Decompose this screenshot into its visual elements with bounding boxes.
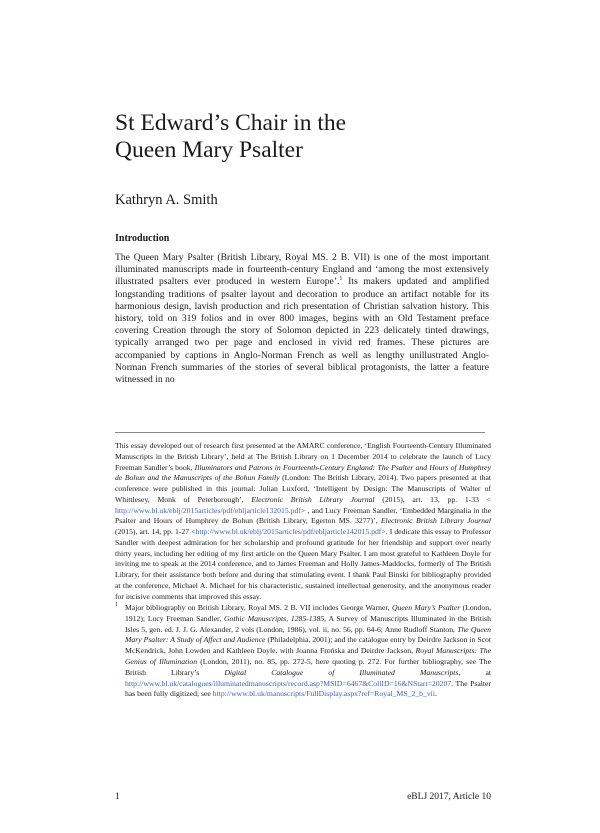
fn-book-title: Royal Manuscripts: The Genius of Illumination xyxy=(125,646,491,666)
article-title xyxy=(115,110,495,164)
note-book-title: Illuminators and Patrons in Fourteenth-Century England: The Psalter and Hours of Humphrey de Bohun and the Manuscripts of the Bohun Family xyxy=(115,462,491,483)
body-text-part-b: Its makers updated and amplified longstanding traditions of psalter layout and decoration to produce an artifact notable for its harmonious design, lavish production and rich presentation of Christian salvation history. This history, told on 319 folios and in over 800 images, begins with an Old Testament preface covering Creation through the story of Solomon depicted in 223 delicately tinted drawings, typically arranged two per page and enclosed in vivid red frames. These pictures are accompanied by captions in Anglo-Norman French as well as lengthy unillustrated Anglo-Norman French summaries of the stories of several biblical protagonists, the latter a feature witnessed in no xyxy=(115,276,489,386)
note-journal-title: Electronic British Library Journal xyxy=(380,516,491,526)
fn-catalogue-title: Digital Catalogue of Illuminated Manuscripts xyxy=(224,667,459,677)
footnote-reference[interactable]: 1 xyxy=(339,276,343,283)
footnote-1 xyxy=(115,603,491,700)
fn-book-title: Gothic Manuscripts, 1285-1385 xyxy=(224,613,325,623)
fn-book-title: The Queen Mary Psalter: A Study of Affect and Audience xyxy=(125,624,491,645)
page-number: 1 xyxy=(115,792,120,802)
fn-text: . xyxy=(434,689,437,699)
fn-book-title: Queen Mary’s Psalter xyxy=(391,603,461,612)
note-text: (2015), art. 13, pp. 1-33 < xyxy=(374,494,491,504)
fn-text: (London, 1912); Lucy Freeman Sandler, xyxy=(125,603,491,623)
author-name: Kathryn A. Smith xyxy=(115,192,218,208)
body-text-part-a: The Queen Mary Psalter (British Library, Royal MS. 2 B. VII) is one of the most important illuminated manuscripts made in fourteenth-century England and ‘among the most extensively illustrated psalters ever produced in western Europe’. xyxy=(115,252,489,288)
section-heading: Introduction xyxy=(115,233,170,244)
footnote-divider xyxy=(115,432,485,433)
acknowledgement-note xyxy=(115,441,491,602)
note-text: >. I dedicate this essay to Professor Sandler with deepest admiration for her scholarship and profound gratitude for her friendship and support over nearly thirty years, including her editing of my first article on the Queen Mary Psalter. I am most grateful to Kathleen Doyle for inviting me to speak at the 2014 conference, and to James Freeman and Holly James-Maddocks, formerly of The British Library, for their assistance both before and during that stimulating event. I thank Paul Binski for bibliography provided at the conference, Michael A. Michael for his characteristic, sustained intellectual generosity, and the anonymous reader for incisive comments that improved this essay. xyxy=(115,527,492,601)
note-link-sandler[interactable]: http://www.bl.uk/eblj/2015articles/pdf/ebljarticle142015.pdf xyxy=(195,527,382,536)
fn-link-catalogue[interactable]: http://www.bl.uk/catalogues/illuminatedmanuscripts/record.asp?MSID=6467&CollID=16&NStart=20207 xyxy=(125,678,452,688)
fn-text: (Philadelphia, 2001); and the catalogue entry by Deirdre Jackson in Scot McKendrick, John Lowden and Kathleen Doyle, with Joanna Frońska and Deirdre Jackson, xyxy=(125,635,491,656)
title-line-2: Queen Mary Psalter xyxy=(115,137,303,163)
note-text: > , and Lucy Freeman Sandler, ‘Embedded Marginalia in the Psalter and Hours of Humphrey de Bohun (British Library, Egerton MS. 3277)’, xyxy=(115,505,491,526)
fn-text: , A Survey of Manuscripts Illuminated in the British Isles 5, gen. ed. J. J. G. Alexander, 2 vols (London, 1986), vol. ii, no. 56, pp. 64-6; Anne Rudloff Stanton, xyxy=(125,613,492,634)
title-line-1: St Edward’s Chair in the xyxy=(115,110,347,136)
note-text: This essay developed out of research first presented at the AMARC conference, ‘English Fourteenth-Century Illuminated Manuscripts in the British Library’, held at The British Library on 1 December 2014 to celebrate the launch of Lucy Freeman Sandler’s book, xyxy=(115,441,491,472)
fn-text: . The Psalter has been fully digitized; see xyxy=(125,678,491,699)
fn-text: Major bibliography on British Library, Royal MS. 2 B. VII includes George Warner, xyxy=(125,603,392,612)
fn-text: (London, 2011), no. 85, pp. 272-5, here quoting p. 272. For further bibliography, see The British Library’s xyxy=(125,656,491,677)
note-text: (2015), art. 14, pp. 1-27 < xyxy=(115,527,196,536)
note-text: (London: The British Library, 2014). Two papers presented at that conference were published in this journal: Julian Luxford, ‘Intelligent by Design: The Manuscripts of Walter of Whittlesey, Monk of Peterborough’, xyxy=(115,473,491,504)
fn-text: , at xyxy=(458,667,491,677)
note-journal-title: Electronic British Library Journal xyxy=(251,494,375,504)
footnote-text xyxy=(125,603,491,700)
body-paragraph xyxy=(115,252,489,386)
footnote-number: 1 xyxy=(115,602,118,608)
journal-reference: eBLJ 2017, Article 10 xyxy=(407,792,491,802)
note-link-luxford[interactable]: http://www.bl.uk/eblj/2015articles/pdf/ebljarticle132015.pdf xyxy=(115,505,301,515)
fn-link-digitized[interactable]: http://www.bl.uk/manuscripts/FullDisplay.aspx?ref=Royal_MS_2_b_vii xyxy=(212,689,435,699)
